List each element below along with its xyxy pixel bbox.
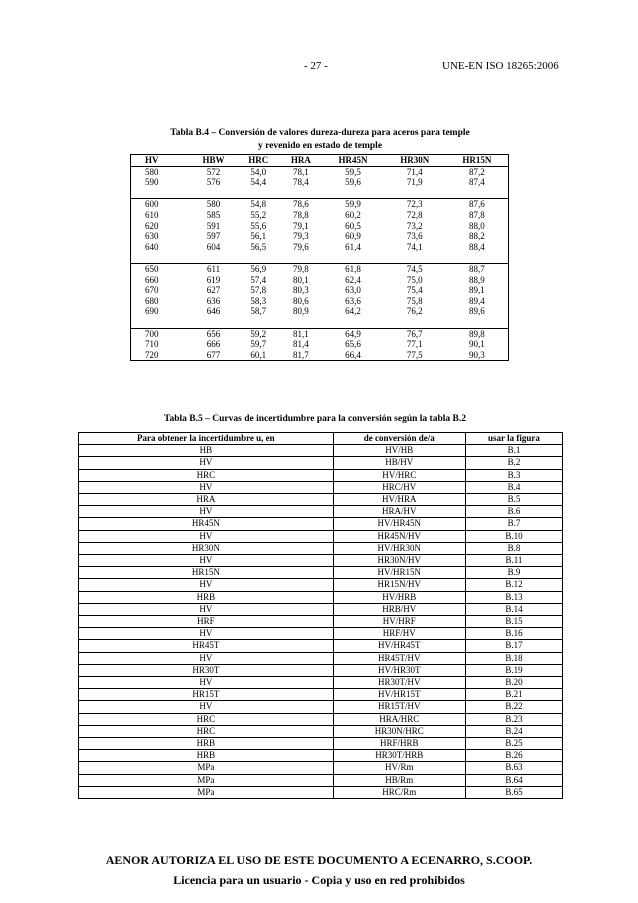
table-b4-cell: 585: [206, 209, 221, 220]
table-b5-row: [79, 530, 563, 542]
table-b4-spacer-cell: [131, 252, 191, 263]
table-b5-cell: HV: [79, 603, 334, 615]
table-b4-cell: 656: [190, 328, 237, 339]
page-number: - 27 -: [304, 60, 328, 72]
table-b5-cell: HRC/HV: [333, 481, 465, 493]
table-b5-cell: HV: [79, 457, 334, 469]
table-b4-column-header: HR30N: [384, 155, 446, 167]
table-b4-cell: 56,9: [237, 263, 280, 274]
table-b5-cell: MPa: [79, 762, 334, 774]
table-b4-row: [131, 285, 509, 296]
table-b4-cell: 71,4: [406, 166, 423, 177]
table-b4-column-header: HBW: [190, 155, 237, 167]
table-b5-row: [79, 567, 563, 579]
table-b4-header-row: [131, 155, 509, 167]
table-b4-cell: 88,2: [468, 231, 485, 242]
table-b5-cell: B.17: [465, 640, 562, 652]
table-b5-caption: Tabla B.5 – Curvas de incertidumbre para la conversión según la tabla B.2: [164, 414, 466, 424]
table-b4-cell: 88,9: [468, 274, 485, 285]
table-b5-cell: B.14: [465, 603, 562, 615]
table-b5-cell: HB: [79, 445, 334, 457]
table-b4-cell: 64,9: [322, 328, 384, 339]
table-b4-cell: 677: [206, 349, 221, 360]
table-b4-cell: 55,6: [250, 220, 267, 231]
table-b5-row: [79, 774, 563, 786]
table-b4-cell: 54,4: [250, 177, 267, 188]
table-b5-cell: B.16: [465, 628, 562, 640]
table-b4-cell: 57,4: [250, 274, 267, 285]
table-b4-cell: 89,1: [468, 285, 485, 296]
table-b5-cell: HV: [79, 652, 334, 664]
table-b4-cell: 81,4: [292, 339, 309, 350]
table-b4-cell: 89,8: [446, 328, 509, 339]
table-b4-cell: 54,8: [237, 199, 280, 210]
table-b4-row: [131, 177, 509, 188]
table-b5-column-header: Para obtener la incertidumbre u, en: [79, 433, 334, 445]
table-b4-cell: 58,7: [250, 306, 267, 317]
table-b4-spacer-cell: [131, 317, 191, 328]
table-b4-cell: 620: [145, 220, 159, 231]
table-b4-cell: 87,2: [468, 166, 485, 177]
table-b5-row: [79, 664, 563, 676]
table-b4-cell: 63,0: [345, 285, 361, 296]
table-b4-spacer-cell: [322, 188, 384, 199]
table-b5-cell: HV: [79, 677, 334, 689]
table-b4-cell: 65,6: [345, 339, 361, 350]
table-b5-cell: HRB: [79, 750, 334, 762]
license-notice-line1: AENOR AUTORIZA EL USO DE ESTE DOCUMENTO A ECENARRO, S.COOP.: [105, 853, 533, 867]
table-b4-cell: 80,9: [292, 306, 309, 317]
table-b5-cell: B.7: [465, 518, 562, 530]
table-b4-cell: 572: [206, 166, 221, 177]
table-b5-cell: B.12: [465, 579, 562, 591]
table-b4-cell: 90,1: [468, 339, 485, 350]
table-b5-row: [79, 713, 563, 725]
table-b5-cell: HV/HRA: [333, 494, 465, 506]
table-b4-cell: 78,4: [292, 177, 309, 188]
table-b4-cell: 604: [206, 241, 221, 252]
table-b5-cell: HR30N: [79, 542, 334, 554]
table-b4-cell: 88,0: [468, 220, 485, 231]
table-b4-row: [131, 306, 509, 317]
table-b5-cell: B.21: [465, 689, 562, 701]
table-b5-row: [79, 494, 563, 506]
table-b4-cell: 690: [145, 306, 159, 317]
table-b5-cell: HR15N: [79, 567, 334, 579]
table-b4-cell: 610: [145, 209, 159, 220]
table-b4-cell: 619: [206, 274, 221, 285]
table-b4-cell: 580: [145, 166, 159, 177]
table-b5-cell: HV: [79, 628, 334, 640]
table-b5-cell: HRB: [79, 591, 334, 603]
table-b4-spacer-cell: [190, 188, 237, 199]
table-b4-cell: 78,1: [292, 166, 309, 177]
table-b5-row: [79, 750, 563, 762]
table-b5-row: [79, 725, 563, 737]
table-b5-cell: HV/HB: [333, 445, 465, 457]
table-b4-spacer-cell: [190, 252, 237, 263]
table-b5-body: [79, 445, 563, 799]
table-b4-cell: 640: [145, 241, 159, 252]
table-b4-cell: 600: [131, 199, 191, 210]
table-b4-cell: 90,3: [468, 349, 485, 360]
table-b5-cell: B.2: [465, 457, 562, 469]
table-b4-cell: 60,1: [250, 349, 267, 360]
table-b5-cell: HV/HRB: [333, 591, 465, 603]
table-b5-cell: B.24: [465, 725, 562, 737]
table-b4-spacer-cell: [384, 188, 446, 199]
table-b5-cell: HR30N/HRC: [333, 725, 465, 737]
table-b4-caption-line1: Tabla B.4 – Conversión de valores dureza-dureza para aceros para temple: [170, 128, 470, 138]
table-b4-cell: 72,8: [406, 209, 423, 220]
table-b4-row: [131, 221, 509, 232]
table-b4-caption-line2: y revenido en estado de temple: [257, 141, 383, 151]
table-b5-cell: HR45T/HV: [333, 652, 465, 664]
table-b5-cell: B.19: [465, 664, 562, 676]
standard-code: UNE-EN ISO 18265:2006: [442, 60, 559, 72]
table-b4-body: [131, 166, 509, 361]
table-b5-cell: B.18: [465, 652, 562, 664]
table-b5-cell: B.8: [465, 542, 562, 554]
table-b4-cell: 55,2: [250, 209, 267, 220]
table-b4-spacer-cell: [131, 188, 191, 199]
table-b5-cell: HV/HR15N: [333, 567, 465, 579]
table-b5-cell: HRC: [79, 725, 334, 737]
table-b4-spacer-cell: [237, 317, 280, 328]
table-b5-cell: HV: [79, 506, 334, 518]
table-b4-cell: 597: [206, 231, 221, 242]
table-b4-cell: 64,2: [345, 306, 361, 317]
table-b4-cell: 79,6: [292, 241, 309, 252]
table-b4-spacer-cell: [384, 317, 446, 328]
table-b5-cell: HB/HV: [333, 457, 465, 469]
table-b5-row: [79, 555, 563, 567]
table-b4-cell: 590: [145, 177, 159, 188]
table-b5-row: [79, 677, 563, 689]
table-b4-row: [131, 199, 509, 210]
table-b5-cell: HR30T/HRB: [333, 750, 465, 762]
table-b5-row: [79, 701, 563, 713]
table-b5-cell: HRC/Rm: [333, 786, 465, 798]
table-b4-row: [131, 296, 509, 307]
table-b4-column-header: HR45N: [322, 155, 384, 167]
table-b4-cell: 87,6: [446, 199, 509, 210]
table-b5-row: [79, 542, 563, 554]
table-b5-cell: B.13: [465, 591, 562, 603]
table-b5-cell: MPa: [79, 774, 334, 786]
table-b5-cell: HR45N/HV: [333, 530, 465, 542]
table-b4-cell: 79,1: [292, 220, 309, 231]
table-b4-group-spacer: [131, 317, 509, 328]
table-b5-row: [79, 469, 563, 481]
table-b5-cell: B.9: [465, 567, 562, 579]
table-b4-row: [131, 350, 509, 361]
table-b4-cell: 77,1: [406, 339, 423, 350]
table-b4-cell: 680: [145, 295, 159, 306]
table-b5-cell: HRB: [79, 738, 334, 750]
table-b5-cell: B.22: [465, 701, 562, 713]
table-b5-row: [79, 689, 563, 701]
table-b4-cell: 81,7: [292, 349, 309, 360]
table-b4-cell: 66,4: [345, 349, 361, 360]
table-b5-cell: B.5: [465, 494, 562, 506]
table-b5-cell: HR15T: [79, 689, 334, 701]
table-b4-cell: 87,8: [468, 209, 485, 220]
table-b5-cell: HR30T/HV: [333, 677, 465, 689]
table-b4-cell: 81,1: [280, 328, 323, 339]
table-b5-cell: HRC: [79, 469, 334, 481]
table-b4-row: [131, 231, 509, 242]
table-b4-cell: 76,7: [384, 328, 446, 339]
table-b4-cell: 60,5: [345, 220, 361, 231]
table-b5-cell: HRF: [79, 616, 334, 628]
table-b5-cell: HV: [79, 555, 334, 567]
table-b4-cell: 646: [206, 306, 221, 317]
table-b4-cell: 660: [145, 274, 159, 285]
table-b4-cell: 61,4: [345, 241, 361, 252]
table-b4-cell: 591: [206, 220, 221, 231]
table-b4-spacer-cell: [280, 252, 323, 263]
table-b4-column-header: HR15N: [446, 155, 509, 167]
table-b4-group-spacer: [131, 188, 509, 199]
table-b5-row: [79, 518, 563, 530]
table-b5-cell: HV: [79, 481, 334, 493]
table-b4-spacer-cell: [237, 188, 280, 199]
table-b5-row: [79, 579, 563, 591]
table-b4-spacer-cell: [190, 317, 237, 328]
table-b4-group-spacer: [131, 252, 509, 263]
table-b5-row: [79, 628, 563, 640]
table-b5-cell: B.20: [465, 677, 562, 689]
table-b5-cell: HR30N/HV: [333, 555, 465, 567]
table-b4-spacer-cell: [384, 252, 446, 263]
table-b5-cell: HV: [79, 701, 334, 713]
table-b5-cell: HRA/HV: [333, 506, 465, 518]
table-b5-row: [79, 652, 563, 664]
table-b5-header-row: [79, 433, 563, 445]
table-b4-cell: 627: [206, 285, 221, 296]
table-b5-row: [79, 603, 563, 615]
table-b5-row: [79, 762, 563, 774]
table-b4-cell: 62,4: [345, 274, 361, 285]
table-b5-cell: HV/Rm: [333, 762, 465, 774]
table-b5-cell: B.4: [465, 481, 562, 493]
table-b5-column-header: usar la figura: [465, 433, 562, 445]
table-b4-cell: 60,2: [345, 209, 361, 220]
table-b4-column-header: HRC: [237, 155, 280, 167]
table-b5-row: [79, 738, 563, 750]
table-b4-cell: 89,4: [468, 295, 485, 306]
table-b4-cell: 636: [206, 295, 221, 306]
table-b5-cell: B.11: [465, 555, 562, 567]
table-b5-cell: HR45T: [79, 640, 334, 652]
table-b4-cell: 88,7: [446, 263, 509, 274]
table-b5-cell: HRF/HV: [333, 628, 465, 640]
table-b4-row: [131, 210, 509, 221]
table-b5: [78, 432, 563, 799]
table-b4-cell: 670: [145, 285, 159, 296]
table-b4-row: [131, 263, 509, 274]
table-b4-cell: 650: [131, 263, 191, 274]
table-b4-cell: 71,9: [406, 177, 423, 188]
table-b5-cell: B.65: [465, 786, 562, 798]
table-b5-cell: B.63: [465, 762, 562, 774]
table-b4-cell: 630: [145, 231, 159, 242]
table-b4-cell: 56,1: [250, 231, 267, 242]
table-b5-row: [79, 616, 563, 628]
table-b5-cell: B.64: [465, 774, 562, 786]
table-b4-cell: 75,8: [406, 295, 423, 306]
table-b5-cell: HRF/HRB: [333, 738, 465, 750]
table-b4-spacer-cell: [237, 252, 280, 263]
table-b5-cell: B.23: [465, 713, 562, 725]
table-b4-column-header: HV: [131, 155, 191, 167]
table-b4-cell: 666: [206, 339, 221, 350]
table-b5-row: [79, 457, 563, 469]
table-b5-cell: HR15T/HV: [333, 701, 465, 713]
table-b5-cell: HRC: [79, 713, 334, 725]
table-b4-cell: 73,2: [406, 220, 423, 231]
table-b4-cell: 87,4: [468, 177, 485, 188]
table-b4: [130, 154, 509, 361]
table-b5-cell: HV/HR45N: [333, 518, 465, 530]
table-b4-cell: 74,5: [384, 263, 446, 274]
table-b5-cell: HV: [79, 579, 334, 591]
table-b4-cell: 58,3: [250, 295, 267, 306]
table-b4-cell: 57,8: [250, 285, 267, 296]
table-b5-cell: B.6: [465, 506, 562, 518]
table-b5-cell: HV/HR30T: [333, 664, 465, 676]
table-b4-cell: 75,4: [406, 285, 423, 296]
table-b4-cell: 89,6: [468, 306, 485, 317]
table-b5-row: [79, 481, 563, 493]
table-b4-spacer-cell: [280, 188, 323, 199]
table-b5-cell: HV/HR30N: [333, 542, 465, 554]
table-b4-row: [131, 275, 509, 286]
table-b4-row: [131, 328, 509, 339]
table-b5-cell: B.3: [465, 469, 562, 481]
table-b4-cell: 700: [131, 328, 191, 339]
table-b5-cell: HV/HR45T: [333, 640, 465, 652]
table-b4-cell: 75,0: [406, 274, 423, 285]
table-b5-cell: B.15: [465, 616, 562, 628]
table-b4-cell: 59,7: [250, 339, 267, 350]
table-b5-cell: HV/HRF: [333, 616, 465, 628]
table-b4-cell: 78,8: [292, 209, 309, 220]
table-b4-spacer-cell: [322, 317, 384, 328]
table-b4-row: [131, 242, 509, 253]
table-b4-column-header: HRA: [280, 155, 323, 167]
table-b4-cell: 73,6: [406, 231, 423, 242]
table-b5-cell: HR30T: [79, 664, 334, 676]
table-b5-cell: MPa: [79, 786, 334, 798]
table-b4-cell: 80,3: [292, 285, 309, 296]
table-b5-cell: HRA: [79, 494, 334, 506]
table-b5-cell: HR15N/HV: [333, 579, 465, 591]
table-b4-spacer-cell: [446, 317, 509, 328]
table-b4-spacer-cell: [280, 317, 323, 328]
table-b5-cell: HB/Rm: [333, 774, 465, 786]
table-b4-cell: 710: [145, 339, 159, 350]
table-b4-cell: 80,6: [292, 295, 309, 306]
table-b5-row: [79, 506, 563, 518]
table-b4-spacer-cell: [446, 252, 509, 263]
table-b4-cell: 63,6: [345, 295, 361, 306]
table-b5-cell: HRB/HV: [333, 603, 465, 615]
license-notice-line2: Licencia para un usuario - Copia y uso en red prohibidos: [173, 873, 465, 887]
table-b4-cell: 60,9: [345, 231, 361, 242]
table-b4-cell: 74,1: [406, 241, 423, 252]
table-b5-cell: B.25: [465, 738, 562, 750]
table-b4-cell: 54,0: [250, 166, 267, 177]
table-b5-cell: HR45N: [79, 518, 334, 530]
table-b4-cell: 59,2: [237, 328, 280, 339]
table-b5-row: [79, 445, 563, 457]
table-b4-row: [131, 339, 509, 350]
table-b5-row: [79, 591, 563, 603]
table-b4-row: [131, 166, 509, 177]
table-b5-cell: HV/HRC: [333, 469, 465, 481]
table-b4-cell: 580: [190, 199, 237, 210]
table-b5-cell: B.26: [465, 750, 562, 762]
table-b5-row: [79, 640, 563, 652]
table-b4-cell: 720: [145, 349, 159, 360]
table-b5-row: [79, 786, 563, 798]
table-b4-cell: 59,9: [322, 199, 384, 210]
table-b4-caption: [140, 127, 500, 153]
table-b4-cell: 79,3: [292, 231, 309, 242]
table-b4-cell: 59,5: [345, 166, 361, 177]
table-b5-cell: HV: [79, 530, 334, 542]
table-b5-cell: B.1: [465, 445, 562, 457]
table-b4-spacer-cell: [322, 252, 384, 263]
table-b4-cell: 72,3: [384, 199, 446, 210]
table-b4-cell: 77,5: [406, 349, 423, 360]
table-b4-cell: 88,4: [468, 241, 485, 252]
table-b4-cell: 61,8: [322, 263, 384, 274]
table-b5-cell: B.10: [465, 530, 562, 542]
table-b4-cell: 576: [206, 177, 221, 188]
table-b4-cell: 59,6: [345, 177, 361, 188]
table-b4-cell: 76,2: [406, 306, 423, 317]
table-b4-cell: 78,6: [280, 199, 323, 210]
table-b4-cell: 79,8: [280, 263, 323, 274]
table-b4-spacer-cell: [446, 188, 509, 199]
table-b5-column-header: de conversión de/a: [333, 433, 465, 445]
table-b5-cell: HRA/HRC: [333, 713, 465, 725]
table-b5-cell: HV/HR15T: [333, 689, 465, 701]
table-b4-cell: 80,1: [292, 274, 309, 285]
table-b4-cell: 56,5: [250, 241, 267, 252]
table-b4-cell: 611: [190, 263, 237, 274]
